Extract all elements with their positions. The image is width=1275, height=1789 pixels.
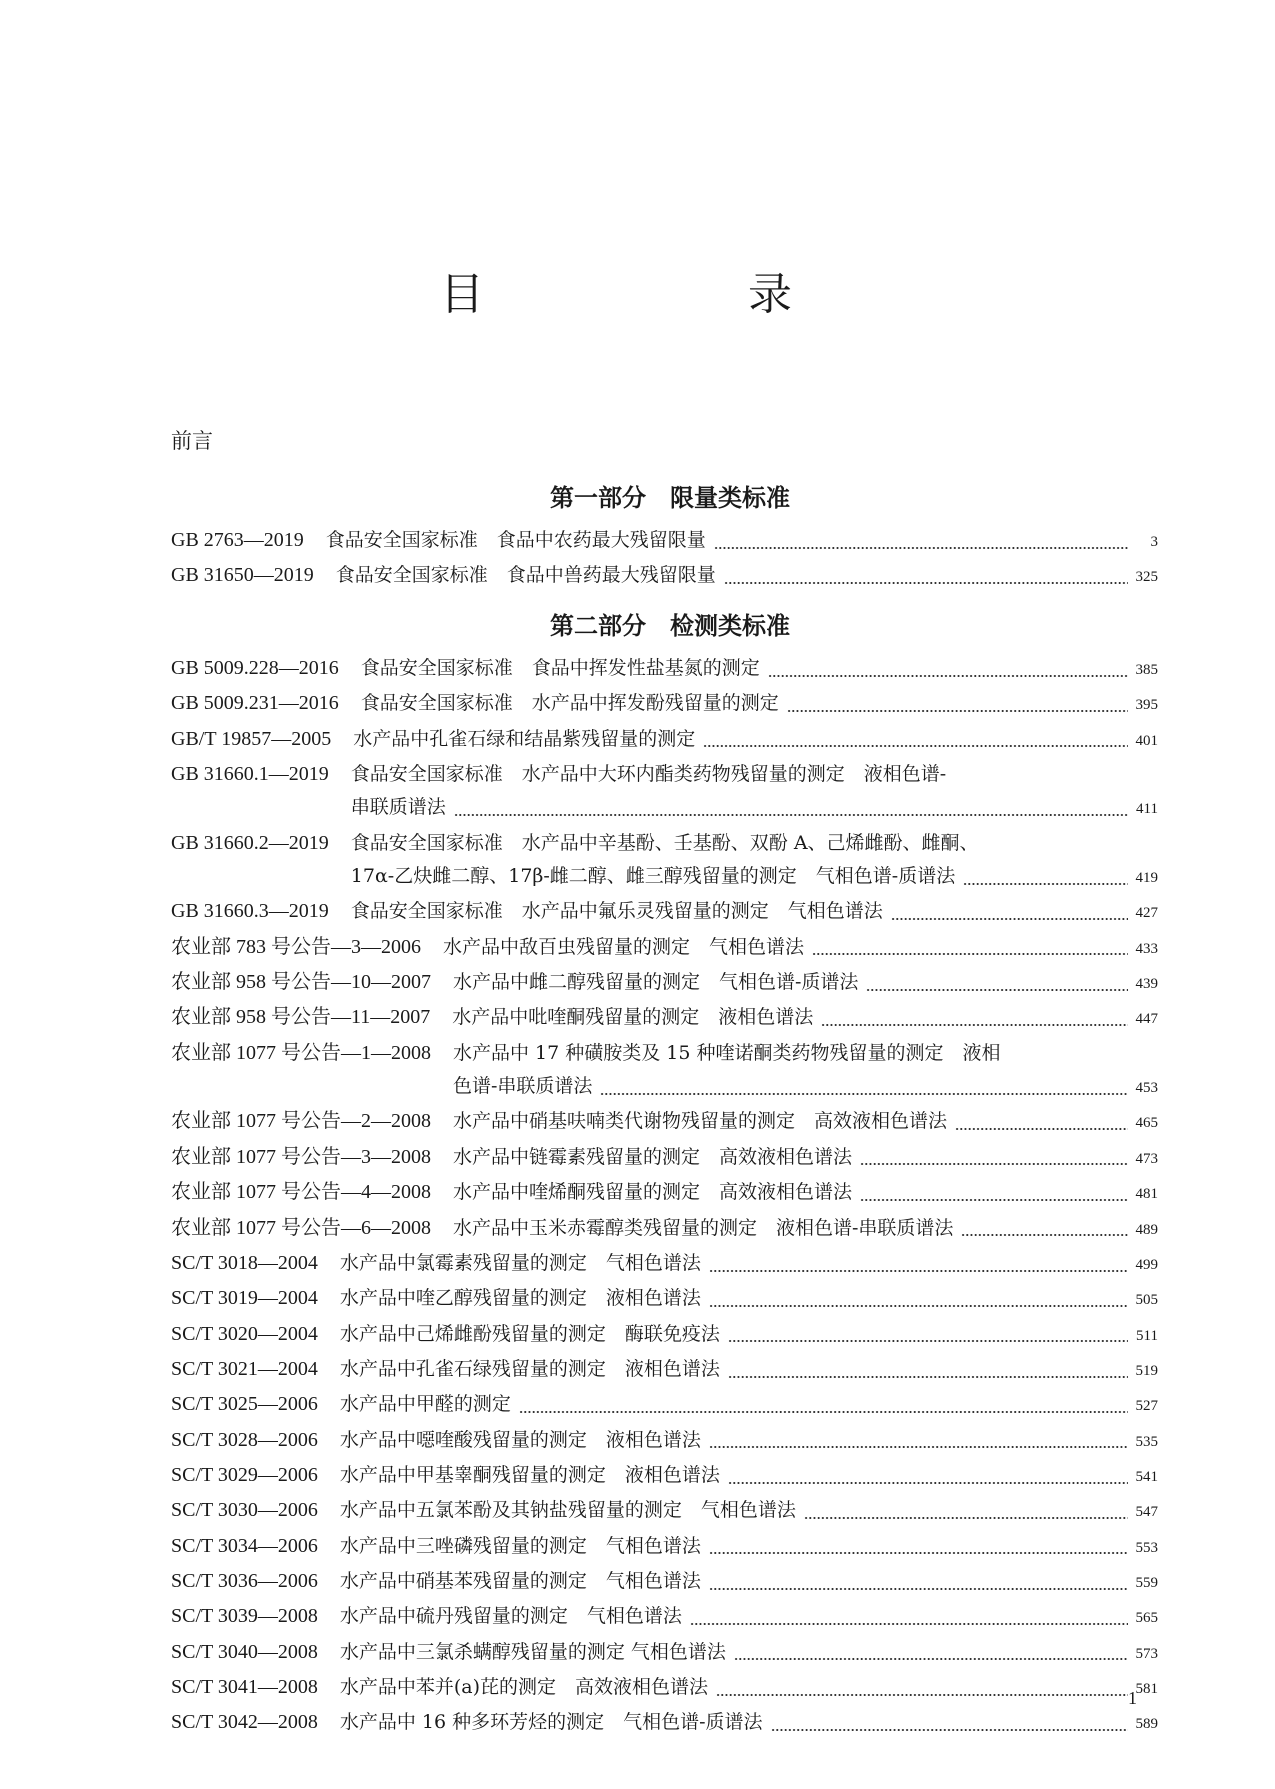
toc-entry[interactable] — [171, 1706, 1158, 1741]
standard-code: SC/T 3020—2004 — [171, 1322, 318, 1345]
standard-code: SC/T 3036—2006 — [171, 1569, 318, 1592]
entry-page-number[interactable]: 511 — [1136, 1327, 1158, 1344]
entry-title-line — [340, 1247, 1158, 1282]
entry-title — [340, 1706, 1158, 1741]
toc-entry[interactable] — [171, 1388, 1158, 1423]
standard-code: SC/T 3025—2006 — [171, 1393, 318, 1416]
entry-title-line — [453, 966, 1158, 1001]
standard-code: SC/T 3040—2008 — [171, 1640, 318, 1663]
entry-title — [453, 1037, 1158, 1106]
entry-title-line — [453, 1037, 1158, 1070]
entry-title-text: 水产品中玉米赤霉醇类残留量的测定 液相色谱-串联质谱法 — [453, 1216, 954, 1239]
entry-title-line — [453, 1176, 1158, 1211]
toc-entry[interactable] — [171, 1212, 1158, 1247]
entry-page-number[interactable]: 505 — [1135, 1292, 1158, 1309]
entry-title-text: 水产品中三唑磷残留量的测定 气相色谱法 — [339, 1534, 701, 1557]
entry-title-text: 水产品中喹乙醇残留量的测定 液相色谱法 — [339, 1287, 701, 1310]
entry-title — [340, 1494, 1158, 1529]
dot-leader — [600, 1092, 1128, 1096]
entry-title-text: 水产品中三氯杀螨醇残留量的测定 气相色谱法 — [339, 1640, 726, 1663]
dot-leader — [454, 813, 1128, 817]
entry-title — [351, 895, 1158, 930]
dot-leader — [734, 1657, 1128, 1661]
toc-entry[interactable] — [171, 1530, 1158, 1565]
dot-leader — [860, 1198, 1128, 1202]
toc-entry[interactable] — [171, 1001, 1158, 1036]
entry-title-text: 水产品中孔雀石绿残留量的测定 液相色谱法 — [339, 1357, 720, 1380]
standard-code: SC/T 3039—2008 — [171, 1605, 318, 1628]
toc-entry[interactable] — [171, 1494, 1158, 1529]
entry-title — [340, 1530, 1158, 1565]
entry-title-text: 食品安全国家标准 食品中农药最大残留限量 — [325, 529, 706, 551]
entry-title-text: 水产品中噁喹酸残留量的测定 液相色谱法 — [339, 1428, 701, 1451]
toc-entry[interactable] — [171, 652, 1158, 687]
toc-entry[interactable] — [171, 758, 1158, 827]
entry-title-line — [336, 559, 1158, 594]
entry-title-line — [453, 1070, 1158, 1105]
standard-code: SC/T 3019—2004 — [171, 1287, 318, 1310]
standard-code: 农业部 1077 号公告—4—2008 — [171, 1181, 431, 1204]
entry-title-line — [452, 1001, 1158, 1036]
entry-title — [340, 1318, 1158, 1353]
standard-code: SC/T 3041—2008 — [171, 1675, 318, 1698]
dot-leader — [771, 1728, 1128, 1732]
entry-title-line — [340, 1388, 1158, 1423]
part-heading: 第二部分 检测类标准 — [550, 612, 790, 640]
entry-page-number[interactable]: 385 — [1135, 662, 1158, 678]
entry-page-number[interactable]: 589 — [1135, 1716, 1158, 1733]
standard-code: SC/T 3030—2006 — [171, 1499, 318, 1522]
standard-code: GB 31660.2—2019 — [171, 831, 329, 854]
entry-title-text: 水产品中甲醛的测定 — [339, 1393, 511, 1416]
toc-entry[interactable] — [171, 1282, 1158, 1317]
entry-title-line — [340, 1459, 1158, 1494]
entry-page-number[interactable]: 465 — [1135, 1115, 1158, 1132]
toc-entry[interactable] — [171, 966, 1158, 1001]
entry-page-number[interactable]: 499 — [1135, 1256, 1158, 1273]
entry-title-text: 串联质谱法 — [350, 796, 446, 819]
dot-leader — [961, 1233, 1128, 1237]
standard-code: 农业部 958 号公告—10—2007 — [171, 971, 431, 994]
standard-code: GB 5009.231—2016 — [171, 692, 339, 715]
standard-code: SC/T 3028—2006 — [171, 1428, 318, 1451]
entry-title — [340, 1459, 1158, 1494]
standard-code: 农业部 1077 号公告—3—2008 — [171, 1145, 431, 1168]
toc-entry[interactable] — [171, 1318, 1158, 1353]
entry-title-line — [443, 931, 1158, 966]
entry-title-line — [340, 1671, 1158, 1706]
standard-code: 农业部 958 号公告—11—2007 — [171, 1006, 431, 1029]
entry-title-text: 水产品中苯并(a)芘的测定 高效液相色谱法 — [339, 1675, 709, 1698]
entry-title-line — [361, 687, 1158, 722]
entry-title — [453, 1105, 1158, 1140]
dot-leader — [703, 744, 1128, 748]
entry-title-text: 水产品中吡喹酮残留量的测定 液相色谱法 — [452, 1006, 814, 1029]
standard-code: SC/T 3018—2004 — [171, 1251, 318, 1274]
entry-page-number[interactable]: 559 — [1135, 1574, 1158, 1591]
standard-code: GB 31660.1—2019 — [171, 763, 329, 786]
entry-title — [361, 652, 1158, 687]
standard-code: 农业部 783 号公告—3—2006 — [171, 935, 421, 958]
toc-entry[interactable] — [171, 1353, 1158, 1388]
dot-leader — [866, 988, 1128, 992]
part-heading: 第一部分 限量类标准 — [550, 484, 790, 512]
entry-title-text: 食品安全国家标准 水产品中氟乐灵残留量的测定 气相色谱法 — [350, 900, 883, 923]
entry-page-number[interactable]: 427 — [1135, 905, 1158, 922]
entry-title-text: 水产品中敌百虫残留量的测定 气相色谱法 — [443, 935, 805, 958]
entry-title — [340, 1565, 1158, 1600]
dot-leader — [709, 1269, 1128, 1273]
entry-page-number[interactable]: 411 — [1136, 801, 1158, 818]
entry-title — [340, 1388, 1158, 1423]
entry-title-line — [453, 1212, 1158, 1247]
entry-title — [351, 758, 1158, 827]
toc-list-part-2 — [171, 652, 1158, 1742]
dot-leader — [804, 1516, 1128, 1520]
dot-leader — [728, 1375, 1128, 1379]
entry-title — [340, 1282, 1158, 1317]
standard-code: 农业部 1077 号公告—2—2008 — [171, 1110, 431, 1133]
entry-page-number[interactable]: 541 — [1135, 1468, 1158, 1485]
entry-title-line — [340, 1424, 1158, 1459]
dot-leader — [709, 1587, 1128, 1591]
entry-page-number[interactable]: 565 — [1135, 1610, 1158, 1627]
entry-title-line — [340, 1494, 1158, 1529]
standard-code: GB 31650—2019 — [171, 564, 314, 587]
entry-title — [443, 931, 1158, 966]
toc-list-part-1 — [171, 524, 1158, 595]
entry-title-line — [340, 1600, 1158, 1635]
entry-page-number[interactable]: 439 — [1135, 976, 1158, 993]
toc-entry[interactable] — [171, 1459, 1158, 1494]
entry-page-number[interactable]: 419 — [1135, 870, 1158, 887]
entry-title — [336, 559, 1158, 594]
entry-title-line — [453, 1141, 1158, 1176]
entry-title-text: 水产品中链霉素残留量的测定 高效液相色谱法 — [453, 1145, 853, 1168]
dot-leader — [724, 581, 1128, 585]
entry-page-number[interactable]: 447 — [1135, 1011, 1158, 1028]
entry-page-number[interactable]: 553 — [1135, 1539, 1158, 1556]
entry-title — [340, 1353, 1158, 1388]
dot-leader — [963, 882, 1128, 886]
entry-title-text: 水产品中喹烯酮残留量的测定 高效液相色谱法 — [453, 1181, 853, 1204]
standard-code: GB 31660.3—2019 — [171, 900, 329, 923]
dot-leader — [891, 917, 1128, 921]
entry-page-number[interactable]: 3 — [1150, 534, 1158, 550]
entry-title-text: 水产品中 17 种磺胺类及 15 种喹诺酮类药物残留量的测定 液相 — [453, 1041, 1001, 1064]
entry-page-number[interactable]: 395 — [1135, 697, 1158, 714]
entry-title — [453, 966, 1158, 1001]
entry-title-line — [340, 1706, 1158, 1741]
entry-page-number[interactable]: 473 — [1135, 1150, 1158, 1167]
standard-code: SC/T 3029—2006 — [171, 1463, 318, 1486]
entry-title-line — [351, 791, 1158, 826]
entry-title — [340, 1424, 1158, 1459]
entry-title — [351, 827, 1158, 896]
toc-entry[interactable] — [171, 1565, 1158, 1600]
entry-title — [353, 723, 1158, 758]
entry-title — [340, 1671, 1158, 1706]
entry-title-text: 食品安全国家标准 水产品中大环内酯类药物残留量的测定 液相色谱- — [350, 763, 947, 786]
toc-entry[interactable] — [171, 559, 1158, 594]
dot-leader — [728, 1481, 1128, 1485]
entry-page-number[interactable]: 489 — [1135, 1221, 1158, 1238]
entry-title — [453, 1212, 1158, 1247]
entry-title-line — [351, 827, 1158, 860]
toc-entry[interactable] — [171, 895, 1158, 930]
entry-title — [326, 524, 1158, 559]
entry-title-text: 水产品中 16 种多环芳烃的测定 气相色谱-质谱法 — [339, 1711, 763, 1734]
entry-page-number[interactable]: 401 — [1135, 732, 1158, 749]
dot-leader — [821, 1023, 1128, 1027]
entry-page-number[interactable]: 481 — [1135, 1186, 1158, 1203]
entry-title-line — [326, 524, 1158, 559]
entry-title-line — [340, 1318, 1158, 1353]
standard-code: SC/T 3021—2004 — [171, 1357, 318, 1380]
entry-title-text: 水产品中硝基呋喃类代谢物残留量的测定 高效液相色谱法 — [453, 1110, 948, 1133]
entry-title-text: 食品安全国家标准 水产品中辛基酚、壬基酚、双酚 A、己烯雌酚、雌酮、 — [350, 831, 979, 854]
entry-title-line — [340, 1636, 1158, 1671]
standard-code: 农业部 1077 号公告—1—2008 — [171, 1041, 431, 1064]
entry-title — [452, 1001, 1158, 1036]
dot-leader — [860, 1162, 1128, 1166]
entry-title-text: 水产品中孔雀石绿和结晶紫残留量的测定 — [353, 727, 696, 750]
entry-title — [340, 1600, 1158, 1635]
entry-title-text: 水产品中五氯苯酚及其钠盐残留量的测定 气相色谱法 — [339, 1499, 796, 1522]
standard-code: GB 2763—2019 — [171, 529, 304, 551]
standard-code: 农业部 1077 号公告—6—2008 — [171, 1216, 431, 1239]
entry-title-line — [340, 1353, 1158, 1388]
entry-title-text: 水产品中氯霉素残留量的测定 气相色谱法 — [339, 1251, 701, 1274]
entry-title — [453, 1176, 1158, 1211]
entry-title-text: 水产品中己烯雌酚残留量的测定 酶联免疫法 — [339, 1322, 720, 1345]
entry-title-text: 食品安全国家标准 食品中挥发性盐基氮的测定 — [360, 657, 760, 679]
entry-title — [453, 1141, 1158, 1176]
standard-code: GB 5009.228—2016 — [171, 657, 339, 679]
entry-title-text: 食品安全国家标准 食品中兽药最大残留限量 — [335, 564, 716, 587]
toc-preface-link[interactable]: 前言 — [171, 429, 213, 453]
toc-entry[interactable] — [171, 1141, 1158, 1176]
entry-page-number[interactable]: 535 — [1135, 1433, 1158, 1450]
entry-title-text: 色谱-串联质谱法 — [453, 1075, 593, 1098]
dot-leader — [519, 1410, 1128, 1414]
entry-title-text: 食品安全国家标准 水产品中挥发酚残留量的测定 — [360, 692, 779, 715]
entry-title-line — [361, 652, 1158, 687]
page-number: 1 — [1128, 1688, 1137, 1708]
entry-title-text: 水产品中雌二醇残留量的测定 气相色谱-质谱法 — [453, 971, 859, 994]
entry-title-text: 17α-乙炔雌二醇、17β-雌二醇、雌三醇残留量的测定 气相色谱-质谱法 — [350, 865, 956, 888]
entry-page-number[interactable]: 325 — [1135, 569, 1158, 586]
dot-leader — [690, 1622, 1128, 1626]
entry-title — [361, 687, 1158, 722]
dot-leader — [768, 674, 1128, 678]
dot-leader — [728, 1339, 1128, 1343]
toc-entry[interactable] — [171, 1671, 1158, 1706]
entry-page-number[interactable]: 453 — [1135, 1080, 1158, 1097]
toc-entry[interactable] — [171, 1636, 1158, 1671]
dot-leader — [709, 1551, 1128, 1555]
entry-page-number[interactable]: 547 — [1135, 1504, 1158, 1521]
entry-title-line — [351, 895, 1158, 930]
dot-leader — [714, 546, 1128, 550]
entry-page-number[interactable]: 527 — [1135, 1398, 1158, 1415]
entry-title — [340, 1247, 1158, 1282]
standard-code: SC/T 3042—2008 — [171, 1711, 318, 1734]
page-title: 目 录 — [440, 269, 902, 320]
dot-leader — [955, 1127, 1128, 1131]
dot-leader — [716, 1693, 1128, 1697]
entry-title-line — [353, 723, 1158, 758]
entry-title-line — [340, 1565, 1158, 1600]
entry-title-line — [351, 860, 1158, 895]
toc-entry[interactable] — [171, 1424, 1158, 1459]
entry-page-number[interactable]: 519 — [1135, 1362, 1158, 1379]
entry-title-text: 水产品中硫丹残留量的测定 气相色谱法 — [339, 1605, 682, 1628]
dot-leader — [787, 709, 1128, 713]
toc-entry[interactable] — [171, 1176, 1158, 1211]
dot-leader — [812, 952, 1128, 956]
entry-title-text: 水产品中硝基苯残留量的测定 气相色谱法 — [339, 1569, 701, 1592]
toc-entry[interactable] — [171, 1247, 1158, 1282]
toc-entry[interactable] — [171, 827, 1158, 896]
entry-title-line — [453, 1105, 1158, 1140]
entry-title-line — [340, 1530, 1158, 1565]
standard-code: SC/T 3034—2006 — [171, 1534, 318, 1557]
toc-entry[interactable] — [171, 1105, 1158, 1140]
entry-title-text: 水产品中甲基睾酮残留量的测定 液相色谱法 — [339, 1463, 720, 1486]
toc-entry[interactable] — [171, 1037, 1158, 1106]
dot-leader — [709, 1445, 1128, 1449]
toc-entry[interactable] — [171, 687, 1158, 722]
standard-code: GB/T 19857—2005 — [171, 727, 332, 750]
toc-entry[interactable] — [171, 723, 1158, 758]
toc-entry[interactable] — [171, 524, 1158, 559]
entry-page-number[interactable]: 573 — [1135, 1645, 1158, 1662]
toc-entry[interactable] — [171, 1600, 1158, 1635]
entry-page-number[interactable]: 581 — [1135, 1680, 1158, 1697]
entry-page-number[interactable]: 433 — [1135, 940, 1158, 957]
dot-leader — [709, 1304, 1128, 1308]
entry-title — [340, 1636, 1158, 1671]
toc-entry[interactable] — [171, 931, 1158, 966]
entry-title-line — [351, 758, 1158, 791]
entry-title-line — [340, 1282, 1158, 1317]
